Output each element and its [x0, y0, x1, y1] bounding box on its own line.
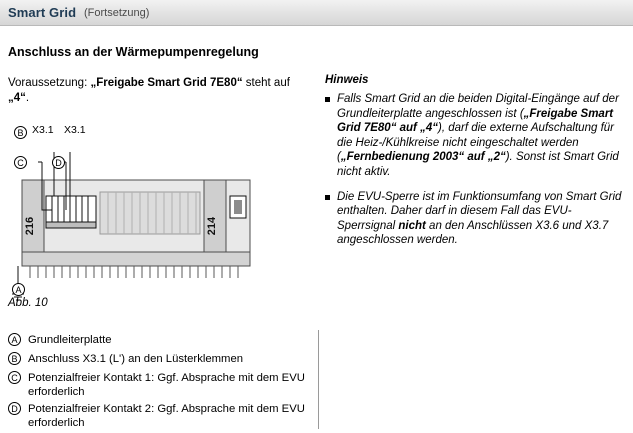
- precondition-value: „4“: [8, 92, 26, 104]
- legend-text: Potenzialfreier Kontakt 2: Ggf. Absprache mit dem EVU erforderlich: [28, 403, 305, 429]
- section-heading: Anschluss an der Wärmepumpenregelung: [8, 45, 259, 59]
- legend-text: Anschluss X3.1 (L') an den Lüsterklemmen: [28, 353, 244, 365]
- page-title-continuation: (Fortsetzung): [84, 7, 150, 19]
- note-item: [325, 92, 625, 180]
- legend-item: [8, 402, 318, 430]
- terminal-label-x31-left: X3.1: [32, 124, 54, 136]
- note-item-text: Die EVU-Sperre ist im Funktionsumfang von Smart Grid enthalten. Daher darf in diesem Fall das EVU-Sperrsignal nicht an den Anschlüssen X3.6 und X3.7 angeschlossen werden.: [337, 190, 622, 247]
- square-bullet-icon: [325, 97, 330, 102]
- wiring-diagram-figure: [8, 118, 308, 318]
- callout-d: D: [52, 156, 65, 169]
- legend-item: [8, 371, 318, 399]
- legend-text: Grundleiterplatte: [28, 334, 112, 346]
- legend-item: [8, 352, 318, 368]
- legend-marker-c: C: [8, 371, 21, 384]
- legend-marker-b: B: [8, 352, 21, 365]
- precondition-suffix: .: [25, 92, 30, 104]
- precondition-text: [8, 76, 298, 106]
- precondition-middle: steht auf: [242, 77, 290, 89]
- legend-text: Potenzialfreier Kontakt 1: Ggf. Absprache mit dem EVU erforderlich: [28, 372, 305, 398]
- page-title: Smart Grid: [8, 5, 77, 20]
- terminal-label-x31-right: X3.1: [64, 124, 86, 136]
- legend-marker-d: D: [8, 402, 21, 415]
- page-header-bar: [0, 0, 633, 26]
- svg-text:216: 216: [24, 216, 36, 236]
- square-bullet-icon: [325, 195, 330, 200]
- note-item: [325, 190, 625, 248]
- precondition-prefix: Voraussetzung:: [8, 77, 91, 89]
- callout-a: A: [12, 283, 25, 296]
- legend-item: [8, 333, 318, 349]
- figure-caption: Abb. 10: [8, 297, 48, 309]
- callout-c: C: [14, 156, 27, 169]
- precondition-param-1: „Freigabe Smart Grid 7E80“: [90, 77, 243, 89]
- callout-b: B: [14, 126, 27, 139]
- note-title: Hinweis: [325, 74, 369, 86]
- note-item-text: Falls Smart Grid an die beiden Digital-Eingänge auf der Grundleiterplatte angeschlossen ist („Freigabe Smart Grid 7E80“ auf „4“), darf die externe Aufschaltung für die Heiz-/Kühlkreise nicht eingeschaltet werden („Fernbedienung 2003“ auf „2“). Sonst ist Smart Grid nicht aktiv.: [337, 93, 619, 178]
- svg-text:214: 214: [206, 216, 218, 236]
- note-list: [325, 92, 625, 248]
- note-block: [325, 74, 625, 258]
- column-divider: [318, 330, 319, 429]
- figure-legend: [8, 333, 318, 433]
- wiring-diagram-svg: [8, 118, 308, 318]
- legend-marker-a: A: [8, 333, 21, 346]
